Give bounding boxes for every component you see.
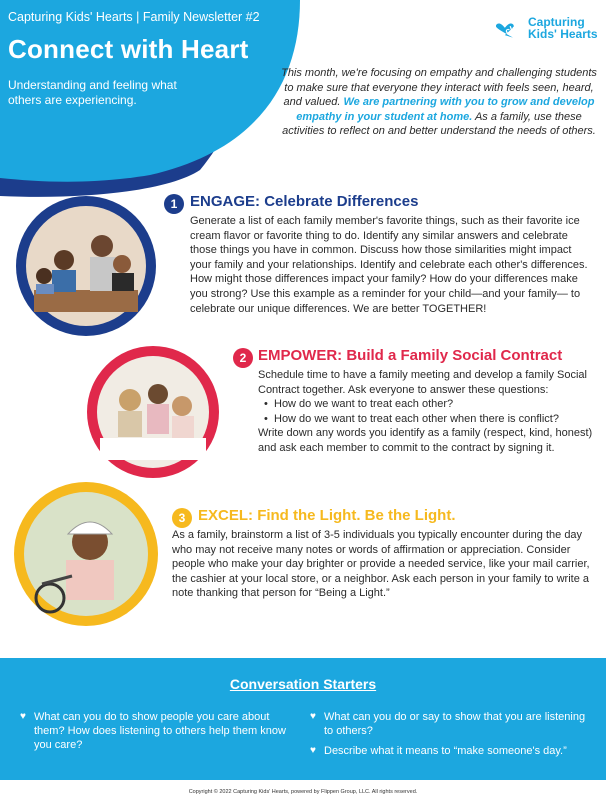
logo-line-2: Kids' Hearts	[528, 27, 598, 41]
list-item: • How do we want to treat each other?	[264, 397, 598, 412]
section-body-text: Write down any words you identify as a family (respect, kind, honest) and ask each member to commit to the contract by signing it.	[258, 427, 593, 454]
section-heading	[190, 193, 418, 210]
logo-mark: ckh	[503, 21, 522, 37]
logo-line-1: Capturing	[528, 15, 585, 29]
heart-bullet-icon: ♥	[310, 711, 316, 722]
question-text: What can you do or say to show that you are listening to others?	[324, 711, 586, 737]
page-subtitle: Understanding and feeling what others are experiencing.	[8, 78, 177, 107]
question-text: Describe what it means to “make someone's day.”	[324, 745, 567, 757]
list-item: • How do we want to treat each other when there is conflict?	[264, 412, 598, 427]
copyright-footer: Copyright © 2022 Capturing Kids' Hearts, powered by Flippen Group, LLC. All rights reserved.	[188, 789, 418, 795]
intro-text: This month, we're focusing on empathy and challenging students to make sure that everyone they interact with feels seen, heard, and valued.	[281, 67, 597, 108]
section-body: Generate a list of each family member's favorite things, such as their favorite ice cream flavor or favorite thing to do. Identify any similar answers and celebrate those things you have in common. Discuss how those similarities might impact your family and your relationships. Identify and celebrate each other's differences. How might those differences impact your family? How do your differences make you strong? Use this example as a reminder for your child—and your family— to celebrate our unique differences. We are better TOGETHER!	[190, 215, 588, 315]
section-number-badge: 3	[172, 508, 192, 528]
section-heading-text: Celebrate Differences	[264, 193, 419, 210]
logo-wordmark	[528, 16, 606, 40]
section-keyword: EXCEL:	[198, 507, 254, 524]
conversation-starters-title: Conversation Starters	[229, 676, 377, 692]
heart-bullet-icon: ♥	[310, 745, 316, 756]
page-title: Connect with Heart	[8, 34, 249, 64]
newsletter-series: Capturing Kids' Hearts | Family Newsletter #2	[8, 10, 260, 24]
section-heading-text: Find the Light. Be the Light.	[257, 507, 456, 524]
heart-bullet-icon: ♥	[20, 711, 26, 722]
intro-paragraph	[278, 66, 600, 139]
section-number-badge: 2	[233, 348, 253, 368]
intro-text-closing: As a family, use these activities to reflect on and better understand the needs of others.	[282, 110, 596, 137]
section-heading-text: Build a Family Social Contract	[346, 347, 563, 364]
section-body-text: Schedule time to have a family meeting and develop a family Social Contract together. Ask everyone to answer these questions:	[258, 369, 587, 396]
section-keyword: ENGAGE:	[190, 193, 261, 210]
section-heading	[258, 347, 562, 364]
question-text: What can you do to show people you care about them? How does listening to others help them know you care?	[34, 711, 286, 751]
child-bike-photo	[2, 480, 172, 630]
conversation-starters-band	[0, 658, 606, 780]
conversation-question	[310, 744, 590, 758]
family-photo-1	[4, 190, 174, 340]
section-body	[258, 368, 598, 456]
section-keyword: EMPOWER:	[258, 347, 343, 364]
section-number-badge: 1	[164, 194, 184, 214]
section-body: As a family, brainstorm a list of 3-5 individuals you typically encounter during the day who may not receive many notes or words of affirmation or appreciation. Consider people who make your day brighter or provide a needed service, like your mail carrier, the cashier at your local store, or a neighbor. Ask each person in your family to write a note thanking that person for “Being a Light.”	[172, 529, 590, 600]
family-photo-2	[78, 342, 228, 482]
intro-highlight: We are partnering with you to grow and develop empathy in your student at home.	[296, 96, 595, 123]
section-heading	[198, 507, 456, 524]
conversation-question	[20, 710, 290, 752]
conversation-question	[310, 710, 590, 738]
